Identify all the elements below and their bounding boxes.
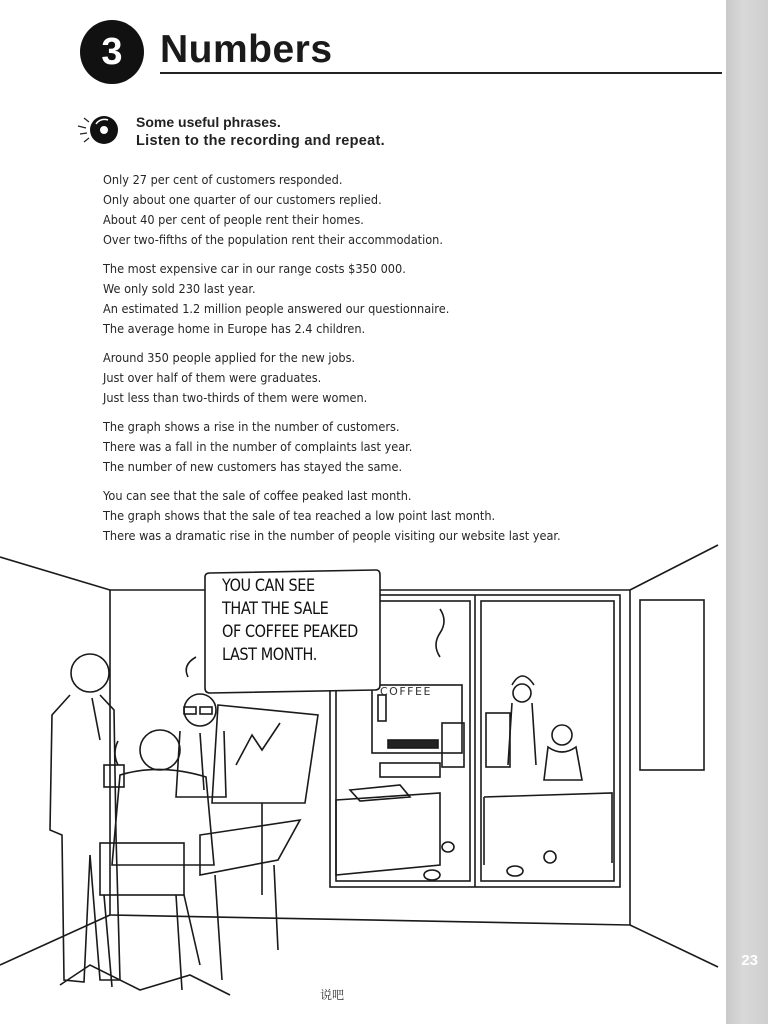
cd-icon <box>74 110 124 150</box>
phrase-line: Just over half of them were graduates. <box>103 371 322 385</box>
phrase-line: The graph shows that the sale of tea reached a low point last month. <box>103 509 496 523</box>
coffee-sign: COFFEE <box>380 685 432 698</box>
speech-line: OF COFFEE PEAKED <box>222 622 358 642</box>
phrase-line: Only 27 per cent of customers responded. <box>103 173 343 187</box>
phrase-group <box>103 170 703 250</box>
phrase-line: The most expensive car in our range costs $350 000. <box>103 262 406 276</box>
speech-line: YOU CAN SEE <box>222 576 315 596</box>
phrase-line: Over two-fifths of the population rent their accommodation. <box>103 233 443 247</box>
speech-bubble-text <box>222 575 362 667</box>
phrase-group <box>103 259 703 339</box>
phrase-group <box>103 417 703 477</box>
unit-title: Numbers <box>160 28 333 71</box>
phrase-line: The graph shows a rise in the number of customers. <box>103 420 400 434</box>
phrase-line: The number of new customers has stayed the same. <box>103 460 403 474</box>
phrase-line: There was a dramatic rise in the number of people visiting our website last year. <box>103 529 561 543</box>
instruction-heading: Some useful phrases. <box>136 114 281 130</box>
phrase-line: Just less than two-thirds of them were women. <box>103 391 368 405</box>
phrase-line: The average home in Europe has 2.4 children. <box>103 322 366 336</box>
instruction-subheading: Listen to the recording and repeat. <box>136 133 385 149</box>
unit-number-badge: 3 <box>80 20 144 84</box>
phrase-line: About 40 per cent of people rent their homes. <box>103 213 364 227</box>
phrase-line: We only sold 230 last year. <box>103 282 256 296</box>
phrase-line: There was a fall in the number of complaints last year. <box>103 440 413 454</box>
phrase-line: Only about one quarter of our customers replied. <box>103 193 382 207</box>
phrase-line: You can see that the sale of coffee peaked last month. <box>103 489 412 503</box>
speech-line: LAST MONTH. <box>222 645 317 665</box>
phrase-line: Around 350 people applied for the new jobs. <box>103 351 356 365</box>
speech-line: THAT THE SALE <box>222 599 329 619</box>
phrase-line: An estimated 1.2 million people answered our questionnaire. <box>103 302 450 316</box>
page-edge-strip <box>726 0 768 1024</box>
page-number: 23 <box>741 952 758 969</box>
footer-mark: 说吧 <box>320 988 345 1002</box>
phrase-group <box>103 348 703 408</box>
phrase-list <box>103 170 703 555</box>
title-rule <box>160 72 722 74</box>
